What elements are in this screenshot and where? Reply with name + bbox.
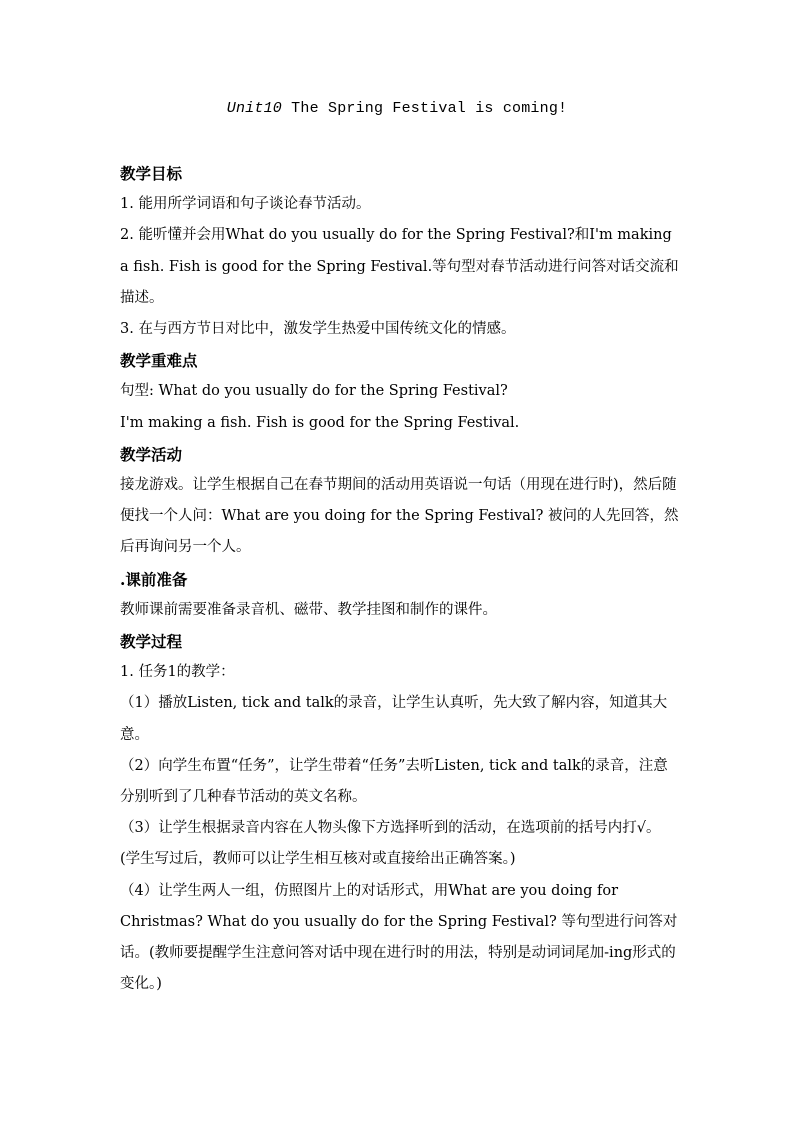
- key-point-2: I'm making a fish. Fish is good for the Spring Festival.: [120, 414, 520, 431]
- process-step-3: （3）让学生根据录音内容在人物头像下方选择听到的活动，在选项前的括号内打√。(学生写过后，教师可以让学生相互核对或直接给出正确答案。): [120, 820, 661, 868]
- document-body: [120, 158, 680, 1000]
- section-heading-process: 教学过程: [120, 632, 183, 652]
- section-heading-activity: 教学活动: [120, 444, 183, 464]
- key-point-1: 句型: What do you usually do for the Spring Festival?: [120, 383, 508, 400]
- section-heading-preparation: .课前准备: [120, 569, 188, 589]
- goal-item-2: 2. 能听懂并会用What do you usually do for the Spring Festival?和I'm making a fish. Fish is good for the Spring Festival.等句型对春节活动进行问答对话交流和描述。: [120, 227, 679, 306]
- process-step-2: （2）向学生布置“任务”，让学生带着“任务”去听Listen, tick and talk的录音，注意分别听到了几种春节活动的英文名称。: [120, 757, 668, 806]
- activity-text: 接龙游戏。让学生根据自己在春节期间的活动用英语说一句话（用现在进行时)，然后随便找一个人问：What are you doing for the Spring Festival? 被问的人先回答，然后再询问另一个人。: [120, 477, 679, 556]
- title-text: The Spring Festival is coming!: [281, 100, 568, 117]
- process-step-4: （4）让学生两人一组，仿照图片上的对话形式，用What are you doing for Christmas? What do you usually do for the Spring Festival? 等句型进行问答对话。(教师要提醒学生注意问答对话中现在进行时的用法，特别是动词词尾加-ing形式的变化。): [120, 882, 678, 993]
- process-task-1: 1. 任务1的教学：: [120, 664, 235, 681]
- section-heading-goals: 教学目标: [120, 164, 183, 183]
- preparation-text: 教师课前需要准备录音机、磁带、教学挂图和制作的课件。: [120, 601, 497, 618]
- goal-item-1: 1. 能用所学词语和句子谈论春节活动。: [120, 196, 371, 213]
- process-step-1: （1）播放Listen, tick and talk的录音，让学生认真听，先大致了解内容，知道其大意。: [120, 695, 668, 743]
- unit-label: Unit10: [226, 100, 282, 117]
- goal-item-3: 3. 在与西方节日对比中，激发学生热爱中国传统文化的情感。: [120, 321, 516, 338]
- document-title: [0, 100, 794, 117]
- section-heading-key-points: 教学重难点: [120, 351, 198, 371]
